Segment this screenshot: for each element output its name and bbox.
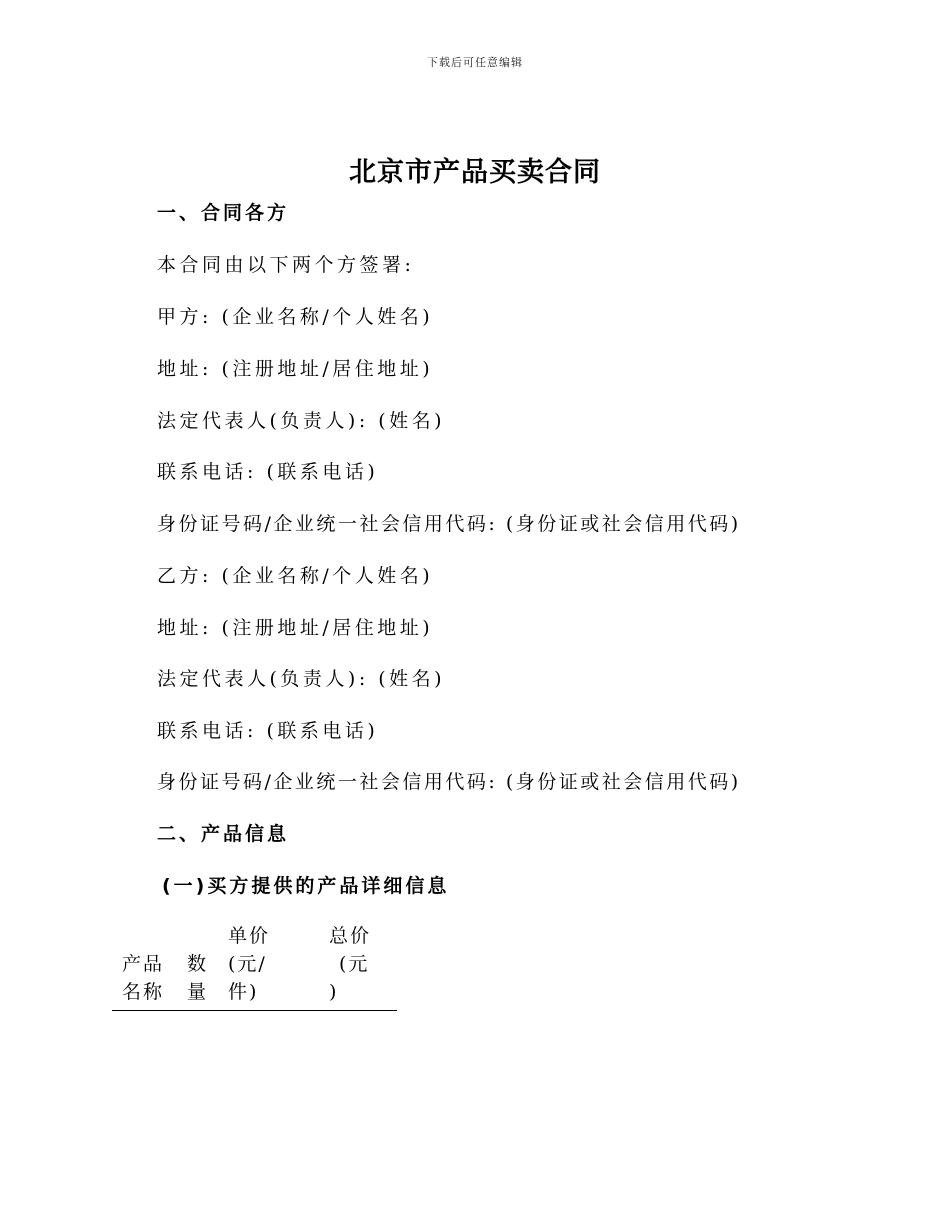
table-col-line: 单价	[228, 925, 271, 947]
table-col-line: 产品	[122, 953, 165, 975]
party-a-id: 身份证号码/企业统一社会信用代码: (身份证或社会信用代码)	[157, 513, 741, 535]
intro-text: 本合同由以下两个方签署:	[157, 254, 415, 276]
table-col-line: 件)	[228, 981, 259, 1003]
section-heading-parties: 一、合同各方	[157, 202, 290, 224]
party-a-name: 甲方: (企业名称/个人姓名)	[157, 306, 434, 328]
party-b-id: 身份证号码/企业统一社会信用代码: (身份证或社会信用代码)	[157, 771, 741, 793]
party-a-phone: 联系电话: (联系电话)	[157, 461, 379, 483]
party-a-legal-rep: 法定代表人(负责人): (姓名)	[157, 410, 446, 432]
party-a-address: 地址: (注册地址/居住地址)	[157, 358, 434, 380]
table-col-quantity	[187, 922, 208, 1006]
party-b-legal-rep: 法定代表人(负责人): (姓名)	[157, 668, 446, 690]
table-col-line: 量	[187, 981, 209, 1003]
table-col-line: )	[329, 981, 339, 1003]
table-col-line: (元	[339, 953, 370, 975]
section-heading-product-info: 二、产品信息	[157, 823, 290, 845]
table-col-unit-price	[228, 922, 270, 1006]
table-col-product-name	[122, 922, 164, 1006]
document-title: 北京市产品买卖合同	[349, 157, 601, 188]
table-col-line: 名称	[122, 981, 165, 1003]
table-col-line: (元/	[228, 953, 267, 975]
subsection-heading-buyer-products: (一)买方提供的产品详细信息	[162, 875, 450, 897]
product-table-header	[112, 922, 397, 1011]
party-b-phone: 联系电话: (联系电话)	[157, 720, 379, 742]
header-note: 下载后可任意编辑	[427, 56, 523, 69]
table-col-line	[122, 922, 164, 950]
party-b-address: 地址: (注册地址/居住地址)	[157, 617, 434, 639]
table-col-line: 数	[187, 953, 209, 975]
table-col-line	[187, 922, 208, 950]
table-col-total-price	[329, 922, 371, 1006]
party-b-name: 乙方: (企业名称/个人姓名)	[157, 565, 434, 587]
table-col-line: 总价	[329, 925, 372, 947]
